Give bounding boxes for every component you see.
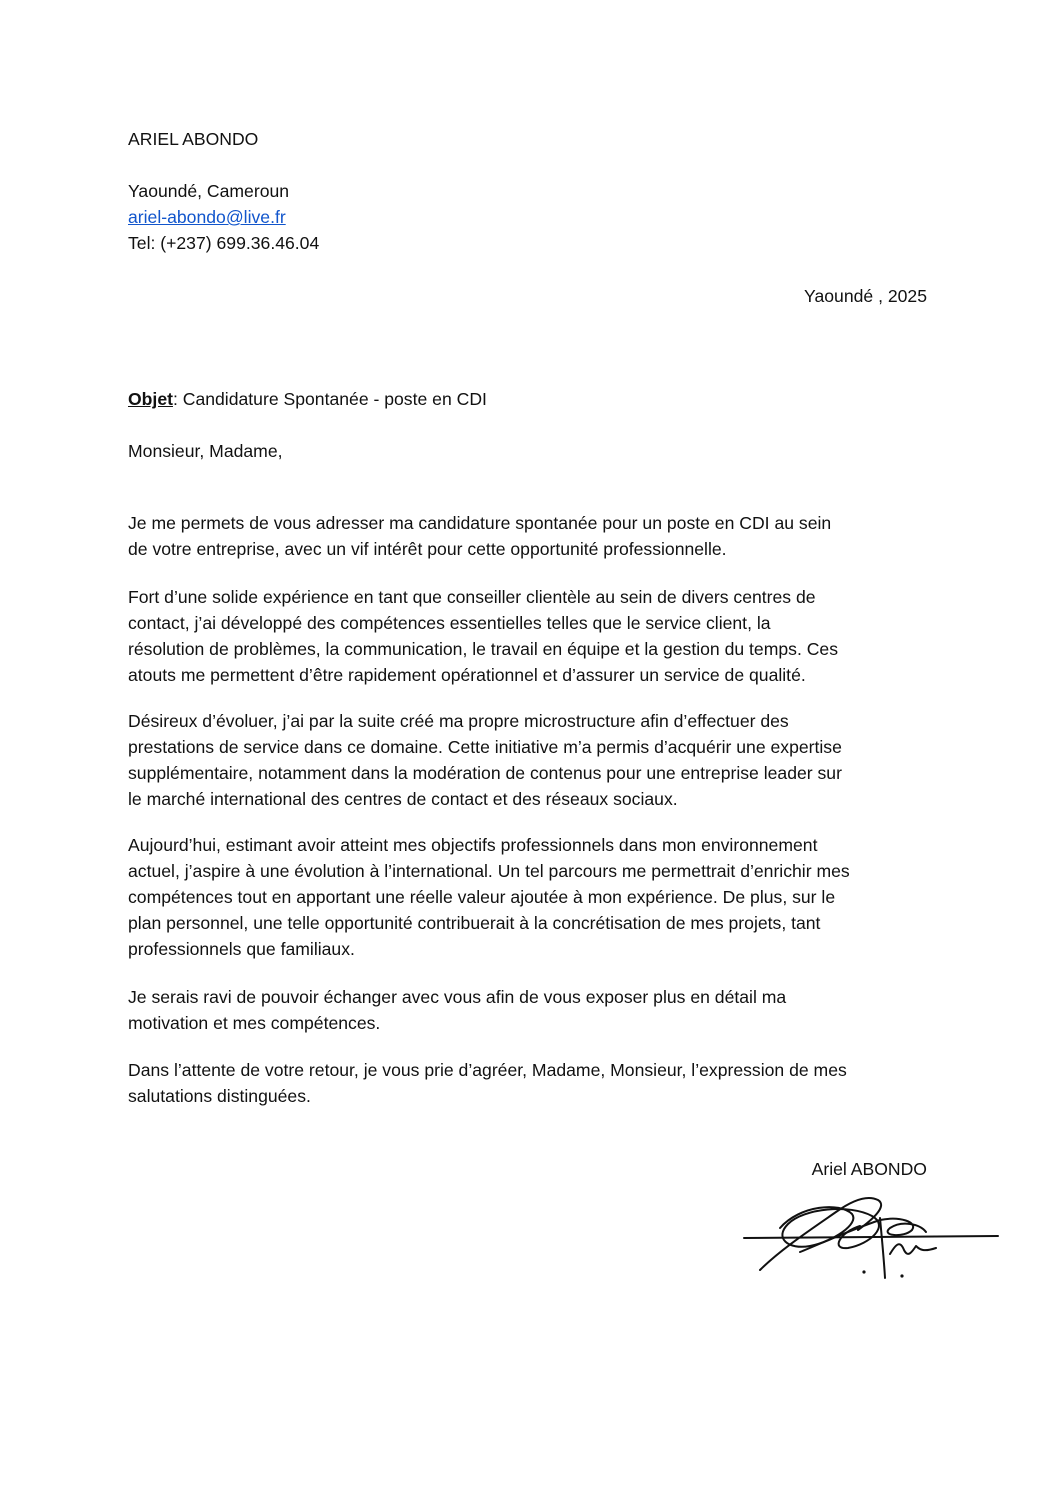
- paragraph-1: [128, 510, 938, 562]
- paragraph-6: [128, 1057, 938, 1109]
- sender-phone: Tel: (+237) 699.36.46.04: [128, 233, 320, 253]
- letter-date: Yaoundé , 2025: [804, 286, 927, 306]
- subject-text: : Candidature Spontanée - poste en CDI: [172, 389, 487, 409]
- sender-name: ARIEL ABONDO: [128, 129, 259, 149]
- paragraph-line: résolution de problèmes, la communication, le travail en équipe et la gestion du temps. Ces: [128, 639, 839, 659]
- paragraph-line: Fort d’une solide expérience en tant que conseiller clientèle au sein de divers centres de: [128, 587, 816, 607]
- subject-line: [128, 386, 487, 412]
- paragraph-line: contact, j’ai développé des compétences essentielles telles que le service client, la: [128, 613, 771, 633]
- paragraph-3: [128, 708, 938, 812]
- subject-label: Objet: [128, 389, 173, 409]
- paragraph-line: salutations distinguées.: [128, 1086, 311, 1106]
- handwritten-signature: [740, 1190, 1002, 1286]
- paragraph-line: Désireux d’évoluer, j’ai par la suite créé ma propre microstructure afin d’effectuer des: [128, 711, 789, 731]
- paragraph-line: professionnels que familiaux.: [128, 939, 355, 959]
- paragraph-line: supplémentaire, notamment dans la modération de contenus pour une entreprise leader sur: [128, 763, 842, 783]
- paragraph-line: motivation et mes compétences.: [128, 1013, 381, 1033]
- paragraph-line: plan personnel, une telle opportunité contribuerait à la concrétisation de mes projets, tant: [128, 913, 821, 933]
- sender-email-line: [128, 204, 286, 230]
- paragraph-4: [128, 832, 938, 962]
- paragraph-5: [128, 984, 938, 1036]
- paragraph-line: Aujourd’hui, estimant avoir atteint mes objectifs professionnels dans mon environnement: [128, 835, 818, 855]
- salutation: Monsieur, Madame,: [128, 441, 283, 461]
- signature-name: Ariel ABONDO: [811, 1159, 927, 1179]
- paragraph-line: actuel, j’aspire à une évolution à l’international. Un tel parcours me permettrait d’enrichir mes: [128, 861, 850, 881]
- paragraph-line: de votre entreprise, avec un vif intérêt pour cette opportunité professionnelle.: [128, 539, 727, 559]
- paragraph-line: compétences tout en apportant une réelle valeur ajoutée à mon expérience. De plus, sur le: [128, 887, 836, 907]
- paragraph-line: Dans l’attente de votre retour, je vous prie d’agréer, Madame, Monsieur, l’expression de mes: [128, 1060, 847, 1080]
- sender-city: Yaoundé, Cameroun: [128, 181, 290, 201]
- paragraph-line: prestations de service dans ce domaine. Cette initiative m’a permis d’acquérir une expertise: [128, 737, 842, 757]
- paragraph-line: Je me permets de vous adresser ma candidature spontanée pour un poste en CDI au sein: [128, 513, 832, 533]
- paragraph-line: le marché international des centres de contact et des réseaux sociaux.: [128, 789, 678, 809]
- sender-email-link[interactable]: ariel-abondo@live.fr: [128, 207, 286, 227]
- paragraph-2: [128, 584, 938, 688]
- paragraph-line: Je serais ravi de pouvoir échanger avec vous afin de vous exposer plus en détail ma: [128, 987, 787, 1007]
- paragraph-line: atouts me permettent d’être rapidement opérationnel et d’assurer un service de qualité.: [128, 665, 806, 685]
